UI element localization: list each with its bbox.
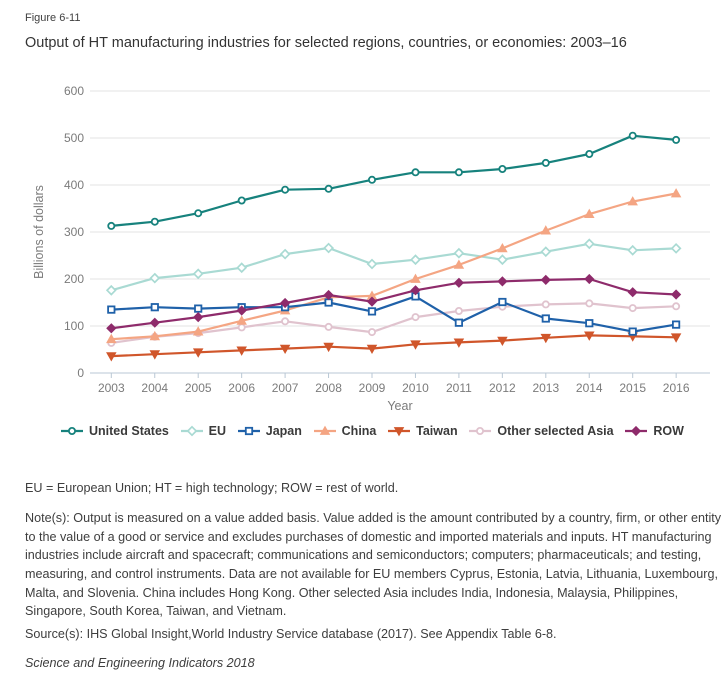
legend-item-eu [180, 424, 226, 438]
data-point [630, 328, 636, 334]
line-chart [0, 80, 724, 420]
notes-text: Note(s): Output is measured on a value added basis. Value added is the amount contributed by a country, firm, or other entity to the value of a good or service and excludes purchases of domestic and imported materials and inputs. HT manufacturing industries include aircraft and spacecraft; communications and semiconductors; computers; pharmaceuticals; and testing, measuring, and control instruments. Data are not available for EU members Cyprus, Estonia, Latvia, Lithuania, Luxembourg, Malta, and Slovenia. China includes Hong Kong. Other selected Asia includes India, Indonesia, Malaysia, Philippines, Singapore, South Korea, Taiwan, and Vietnam. [25, 511, 722, 619]
y-tick-label: 500 [63, 131, 84, 145]
data-point [630, 133, 636, 139]
x-tick-label: 2015 [619, 381, 647, 395]
data-point [455, 249, 463, 257]
data-point [499, 299, 505, 305]
data-point [369, 329, 375, 335]
data-point [281, 250, 289, 258]
data-point [195, 305, 201, 311]
data-point [108, 223, 114, 229]
data-point [673, 303, 679, 309]
chart-title: Output of HT manufacturing industries for selected regions, countries, or economies: 2003–16 [25, 35, 627, 51]
data-point [325, 299, 331, 305]
data-point [672, 290, 681, 299]
x-tick-label: 2016 [662, 381, 690, 395]
data-point [456, 308, 462, 314]
data-point [543, 301, 549, 307]
y-axis-title: Billions of dollars [32, 185, 46, 279]
data-point [194, 270, 202, 278]
legend-marker-icon [60, 425, 84, 437]
data-point [326, 324, 332, 330]
series-japan [108, 293, 679, 335]
data-point [673, 137, 679, 143]
data-point [151, 274, 159, 282]
series-eu [107, 240, 680, 295]
data-point [195, 210, 201, 216]
data-point [194, 313, 203, 322]
x-tick-label: 2013 [532, 381, 560, 395]
data-point [498, 277, 507, 286]
series-taiwan [107, 332, 681, 361]
series-line [111, 244, 676, 290]
data-point [107, 286, 115, 294]
data-point [628, 288, 637, 297]
data-point [152, 304, 158, 310]
data-point [369, 177, 375, 183]
figure-number: Figure 6-11 [25, 12, 81, 24]
data-point [369, 308, 375, 314]
legend-marker-icon [387, 425, 411, 437]
x-tick-label: 2003 [97, 381, 125, 395]
legend-marker-icon [624, 425, 648, 437]
legend-label: Japan [265, 424, 302, 438]
data-point [456, 320, 462, 326]
data-point [541, 276, 550, 285]
data-point [412, 169, 418, 175]
legend-marker-icon [237, 425, 261, 437]
data-point [543, 160, 549, 166]
legend-label: China [341, 424, 377, 438]
data-point [412, 314, 418, 320]
x-tick-label: 2008 [315, 381, 342, 395]
data-point [239, 197, 245, 203]
series-china [107, 189, 681, 343]
data-point [585, 240, 593, 248]
legend-label: United States [89, 424, 169, 438]
data-point [107, 324, 116, 333]
data-point [673, 321, 679, 327]
legend-item-taiwan [387, 424, 457, 438]
y-tick-label: 600 [63, 84, 84, 98]
legend-item-row [624, 424, 684, 438]
legend-item-united-states [60, 424, 169, 438]
data-point [108, 306, 114, 312]
data-point [630, 305, 636, 311]
data-point [585, 275, 594, 284]
series-united-states [108, 133, 679, 229]
y-tick-label: 200 [63, 272, 84, 286]
y-tick-label: 300 [63, 225, 84, 239]
data-point [326, 186, 332, 192]
source-text: Source(s): IHS Global Insight,World Industry Service database (2017). See Appendix Table 6-8. [25, 627, 557, 641]
data-point [282, 187, 288, 193]
data-point [672, 244, 680, 252]
data-point [324, 244, 332, 252]
y-tick-label: 100 [63, 319, 84, 333]
data-point [586, 320, 592, 326]
legend-marker-icon [180, 425, 204, 437]
legend-label: EU [208, 424, 227, 438]
legend-marker-icon [468, 425, 492, 437]
y-tick-label: 0 [77, 366, 84, 380]
legend-item-japan [237, 424, 302, 438]
data-point [586, 300, 592, 306]
x-tick-label: 2009 [358, 381, 386, 395]
data-point [368, 260, 376, 268]
chart-legend [0, 424, 724, 438]
data-point [629, 246, 637, 254]
publication-footer: Science and Engineering Indicators 2018 [25, 656, 255, 670]
legend-label: ROW [653, 424, 684, 438]
x-tick-label: 2005 [184, 381, 212, 395]
data-point [543, 315, 549, 321]
data-point [411, 256, 419, 264]
x-tick-label: 2014 [575, 381, 603, 395]
x-tick-label: 2006 [228, 381, 256, 395]
data-point [239, 324, 245, 330]
x-tick-label: 2011 [445, 381, 472, 395]
x-tick-label: 2007 [271, 381, 299, 395]
data-point [586, 151, 592, 157]
x-tick-label: 2010 [402, 381, 429, 395]
x-tick-label: 2004 [141, 381, 169, 395]
data-point [456, 169, 462, 175]
legend-label: Other selected Asia [497, 424, 614, 438]
abbreviations-text: EU = European Union; HT = high technology; ROW = rest of world. [25, 481, 399, 495]
data-point [282, 318, 288, 324]
x-axis-title: Year [387, 399, 413, 413]
x-tick-label: 2012 [488, 381, 516, 395]
legend-marker-icon [313, 425, 337, 437]
y-tick-label: 400 [63, 178, 84, 192]
data-point [455, 278, 464, 287]
legend-label: Taiwan [416, 424, 458, 438]
data-point [152, 219, 158, 225]
legend-item-other-selected-asia [468, 424, 613, 438]
data-point [542, 248, 550, 256]
legend-item-china [313, 424, 377, 438]
data-point [498, 256, 506, 264]
data-point [238, 264, 246, 272]
data-point [499, 166, 505, 172]
